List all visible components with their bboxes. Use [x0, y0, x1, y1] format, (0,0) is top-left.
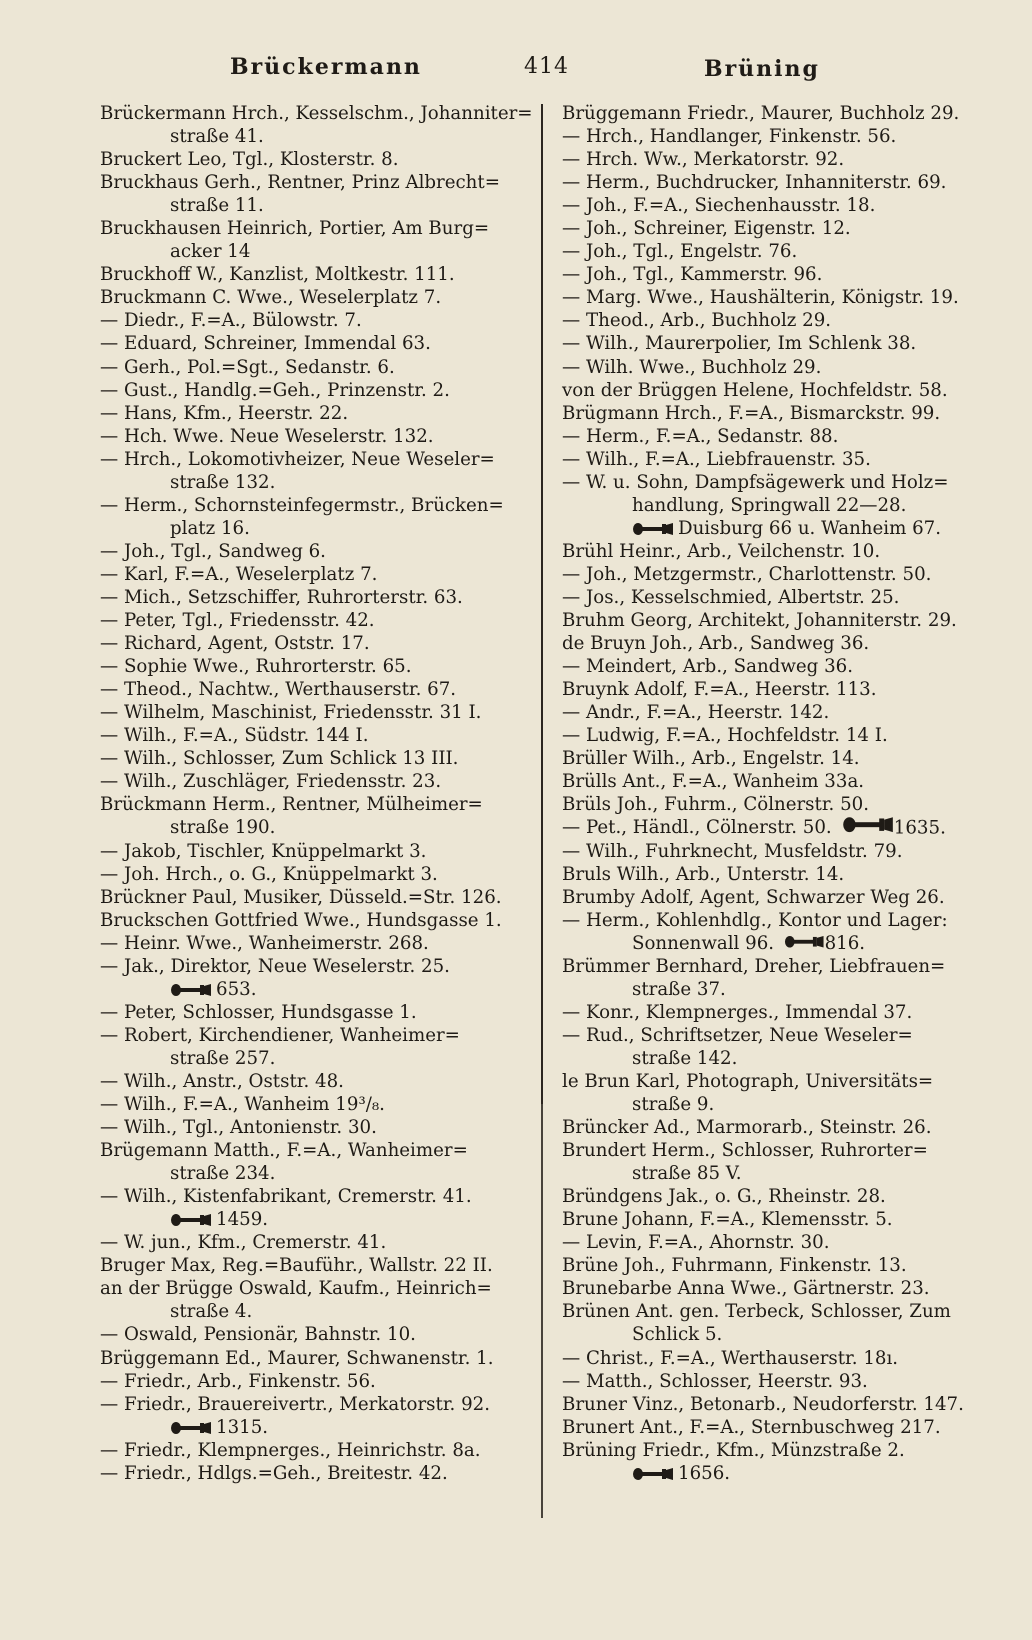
directory-entry — [562, 586, 988, 609]
entry-text: — W. u. Sohn, Dampfsägewerk und Holz= — [562, 471, 949, 493]
telephone-icon — [170, 1421, 212, 1435]
directory-entry — [562, 1347, 988, 1370]
directory-entry — [562, 540, 988, 563]
directory-entry — [562, 770, 988, 793]
directory-entry — [562, 356, 988, 379]
entry-continuation — [562, 1323, 988, 1346]
entry-continuation — [100, 1162, 530, 1185]
entry-text: Brückmann Herm., Rentner, Mülheimer= — [100, 794, 483, 816]
directory-entry — [562, 309, 988, 332]
directory-entry — [100, 1001, 530, 1024]
directory-entry — [100, 1254, 530, 1277]
entry-text: — Peter, Schlosser, Hundsgasse 1. — [100, 1001, 417, 1023]
entry-text: — Jos., Kesselschmied, Albertstr. 25. — [562, 586, 900, 608]
directory-entry — [100, 1439, 530, 1462]
directory-entry — [562, 1231, 988, 1254]
directory-entry — [100, 886, 530, 909]
entry-text: — Joh., Schreiner, Eigenstr. 12. — [562, 218, 851, 240]
directory-entry — [562, 379, 988, 402]
entry-text: Bruls Wilh., Arb., Unterstr. 14. — [562, 863, 845, 885]
entry-text: — Andr., F.=A., Heerstr. 142. — [562, 702, 830, 724]
directory-entry — [562, 1185, 988, 1208]
directory-entry — [100, 1347, 530, 1370]
entry-text: — Joh., F.=A., Siechenhausstr. 18. — [562, 195, 876, 217]
entry-text: Brune Johann, F.=A., Klemensstr. 5. — [562, 1209, 893, 1231]
directory-entry — [100, 102, 533, 125]
directory-entry — [562, 471, 988, 494]
entry-continuation — [562, 1093, 988, 1116]
directory-entry — [100, 286, 530, 309]
directory-entry — [100, 701, 530, 724]
entry-text: le Brun Karl, Photograph, Universitäts= — [562, 1070, 934, 1092]
directory-entry — [100, 309, 530, 332]
entry-continuation — [100, 816, 530, 839]
telephone-icon — [842, 816, 894, 833]
entry-text: Bruhm Georg, Architekt, Johanniterstr. 29. — [562, 610, 957, 632]
entry-text: — Friedr., Arb., Finkenstr. 56. — [100, 1370, 376, 1392]
entry-continuation — [100, 517, 530, 540]
entry-text: — Hrch., Handlanger, Finkenstr. 56. — [562, 126, 897, 148]
entry-text: — Sophie Wwe., Ruhrorterstr. 65. — [100, 656, 412, 678]
directory-entry — [562, 263, 988, 286]
directory-entry — [562, 1439, 988, 1462]
continuation-text: straße 37. — [632, 978, 726, 1000]
entry-text: — Konr., Klempnerges., Immendal 37. — [562, 1001, 913, 1023]
entry-text: — Friedr., Brauereivertr., Merkatorstr. 92. — [100, 1393, 490, 1415]
entry-text: — Wilh., F.=A., Wanheim 19³/₈. — [100, 1094, 385, 1116]
directory-entry — [100, 632, 530, 655]
directory-entry — [562, 1393, 988, 1416]
entry-text: — Hrch., Lokomotivheizer, Neue Weseler= — [100, 448, 495, 470]
entry-text: Brüggemann Friedr., Maurer, Buchholz 29. — [562, 103, 960, 124]
directory-entry — [562, 1254, 988, 1277]
directory-entry — [100, 932, 530, 955]
entry-text: Bruger Max, Reg.=Bauführ., Wallstr. 22 II. — [100, 1255, 493, 1277]
directory-entry — [562, 909, 988, 932]
entry-text: — Hans, Kfm., Heerstr. 22. — [100, 402, 349, 424]
continuation-text: straße 234. — [170, 1163, 276, 1185]
entry-text: — Marg. Wwe., Haushälterin, Königstr. 19. — [562, 287, 959, 309]
telephone-number — [100, 978, 530, 1001]
directory-entry — [562, 1001, 988, 1024]
directory-entry — [562, 217, 988, 240]
phone-text: 653. — [216, 978, 257, 1000]
entry-text: — Robert, Kirchendiener, Wanheimer= — [100, 1024, 460, 1046]
directory-entry — [562, 701, 988, 724]
entry-text: Brüne Joh., Fuhrmann, Finkenstr. 13. — [562, 1255, 907, 1277]
entry-text: Sonnenwall 96. — [632, 932, 775, 954]
directory-entry — [100, 563, 530, 586]
directory-entry — [562, 148, 988, 171]
entry-text: — Levin, F.=A., Ahornstr. 30. — [562, 1232, 830, 1254]
entry-text: Bruckhausen Heinrich, Portier, Am Burg= — [100, 218, 490, 240]
directory-entry — [100, 724, 530, 747]
entry-text: — Richard, Agent, Oststr. 17. — [100, 633, 370, 655]
entry-text: — Gerh., Pol.=Sgt., Sedanstr. 6. — [100, 356, 395, 378]
entry-text: — Wilh., F.=A., Liebfrauenstr. 35. — [562, 448, 871, 470]
directory-entry — [100, 1462, 530, 1485]
continuation-text: straße 4. — [170, 1301, 253, 1323]
telephone-number — [562, 1462, 988, 1485]
directory-entry — [100, 1024, 530, 1047]
directory-entry — [562, 563, 988, 586]
directory-entry — [562, 609, 988, 632]
directory-entry — [562, 955, 988, 978]
entry-text: — Wilh., Anstr., Oststr. 48. — [100, 1070, 344, 1092]
entry-text: — Hch. Wwe. Neue Weselerstr. 132. — [100, 425, 434, 447]
directory-entry — [100, 1116, 530, 1139]
entry-text: — Peter, Tgl., Friedensstr. 42. — [100, 610, 375, 632]
directory-entry — [100, 448, 530, 471]
left-column — [100, 102, 533, 1485]
entry-text: Bruckschen Gottfried Wwe., Hundsgasse 1. — [100, 909, 502, 931]
directory-entry — [562, 1370, 988, 1393]
entry-text: — Joh. Hrch., o. G., Knüppelmarkt 3. — [100, 863, 438, 885]
directory-entry — [562, 840, 988, 863]
directory-entry — [100, 1370, 530, 1393]
telephone-line — [632, 1462, 730, 1485]
entry-text: Brunert Ant., F.=A., Sternbuschweg 217. — [562, 1416, 941, 1438]
entry-text: — Theod., Arb., Buchholz 29. — [562, 310, 832, 332]
directory-entry — [100, 678, 530, 701]
entry-text: — Joh., Metzgermstr., Charlottenstr. 50. — [562, 563, 932, 585]
directory-entry — [100, 425, 530, 448]
entry-text: — Wilh., Fuhrknecht, Musfeldstr. 79. — [562, 840, 903, 862]
column-divider-lower — [541, 1098, 543, 1518]
entry-text: — Meindert, Arb., Sandweg 36. — [562, 656, 854, 678]
entry-text: — Herm., Kohlenhdlg., Kontor und Lager: — [562, 909, 948, 931]
directory-entry — [562, 332, 988, 355]
entry-text: von der Brüggen Helene, Hochfeldstr. 58. — [562, 379, 948, 401]
telephone-line — [170, 978, 257, 1001]
entry-text: Brückermann Hrch., Kesselschm., Johanniter= — [100, 103, 533, 124]
entry-text: — Oswald, Pensionär, Bahnstr. 10. — [100, 1324, 416, 1346]
directory-entry — [562, 1024, 988, 1047]
entry-text: Brumby Adolf, Agent, Schwarzer Weg 26. — [562, 886, 945, 908]
continuation-text: handlung, Springwall 22—28. — [632, 494, 907, 516]
directory-entry — [562, 747, 988, 770]
directory-entry — [562, 1139, 988, 1162]
entry-continuation — [100, 194, 530, 217]
entry-text: Bruckmann C. Wwe., Weselerplatz 7. — [100, 287, 442, 309]
directory-entry — [562, 286, 988, 309]
column-divider — [541, 104, 543, 1104]
entry-text: Bruynk Adolf, F.=A., Heerstr. 113. — [562, 679, 877, 701]
entry-text: an der Brügge Oswald, Kaufm., Heinrich= — [100, 1278, 492, 1300]
directory-entry — [100, 263, 530, 286]
entry-text: — Rud., Schriftsetzer, Neue Weseler= — [562, 1024, 913, 1046]
directory-entry — [562, 1208, 988, 1231]
phone-text: Duisburg 66 u. Wanheim 67. — [678, 517, 942, 539]
entry-text: — Friedr., Hdlgs.=Geh., Breitestr. 42. — [100, 1462, 448, 1484]
entry-text: Brügmann Hrch., F.=A., Bismarckstr. 99. — [562, 402, 941, 424]
entry-continuation — [100, 1300, 530, 1323]
entry-text: Brümmer Bernhard, Dreher, Liebfrauen= — [562, 955, 946, 977]
directory-entry — [100, 909, 530, 932]
entry-text: — Jak., Direktor, Neue Weselerstr. 25. — [100, 955, 450, 977]
entry-text: — Herm., F.=A., Sedanstr. 88. — [562, 425, 839, 447]
phone-text: 816. — [824, 932, 866, 954]
entry-with-phone — [562, 816, 988, 839]
entry-text: — Herm., Buchdrucker, Inhanniterstr. 69. — [562, 172, 947, 194]
entry-text: — Wilh., Zuschläger, Friedensstr. 23. — [100, 771, 442, 793]
continuation-text: straße 257. — [170, 1047, 276, 1069]
telephone-line — [170, 1416, 268, 1439]
entry-continuation — [562, 494, 988, 517]
directory-entry — [100, 1070, 530, 1093]
entry-text: Brundert Herm., Schlosser, Ruhrorter= — [562, 1140, 928, 1162]
directory-entry — [562, 171, 988, 194]
directory-entry — [562, 678, 988, 701]
continuation-text: straße 85 V. — [632, 1163, 742, 1185]
directory-entry — [562, 886, 988, 909]
entry-text: Brüggemann Ed., Maurer, Schwanenstr. 1. — [100, 1347, 494, 1369]
header-left-keyword: Brückermann — [230, 54, 422, 80]
directory-entry — [562, 863, 988, 886]
entry-text: Brückner Paul, Musiker, Düsseld.=Str. 126. — [100, 886, 502, 908]
directory-entry — [100, 217, 530, 240]
directory-entry — [100, 863, 530, 886]
directory-entry — [562, 1300, 988, 1323]
directory-entry — [562, 102, 988, 125]
phone-text: 1459. — [216, 1209, 269, 1231]
entry-text: — Wilh., F.=A., Südstr. 144 I. — [100, 725, 369, 747]
entry-continuation — [100, 471, 530, 494]
entry-text: — Wilh., Tgl., Antonienstr. 30. — [100, 1117, 377, 1139]
entry-text: Bruner Vinz., Betonarb., Neudorferstr. 147. — [562, 1393, 964, 1415]
directory-entry — [100, 402, 530, 425]
directory-entry — [100, 955, 530, 978]
directory-entry — [562, 632, 988, 655]
telephone-icon — [784, 935, 825, 949]
directory-entry — [562, 425, 988, 448]
entry-text: — Pet., Händl., Cölnerstr. 50. — [562, 817, 832, 839]
phone-text: 1315. — [216, 1416, 269, 1438]
entry-text: Brügemann Matth., F.=A., Wanheimer= — [100, 1140, 468, 1162]
entry-text: — Joh., Tgl., Sandweg 6. — [100, 540, 326, 562]
entry-text: — Wilh., Maurerpolier, Im Schlenk 38. — [562, 333, 917, 355]
entry-text: Brüls Joh., Fuhrm., Cölnerstr. 50. — [562, 794, 870, 816]
entry-text: de Bruyn Joh., Arb., Sandweg 36. — [562, 633, 870, 655]
telephone-number — [100, 1208, 530, 1231]
continuation-text: straße 132. — [170, 471, 276, 493]
entry-text: — Mich., Setzschiffer, Ruhrorterstr. 63. — [100, 586, 463, 608]
directory-entry — [100, 840, 530, 863]
telephone-line — [784, 932, 866, 955]
page-header — [98, 50, 986, 86]
directory-entry — [562, 240, 988, 263]
entry-text: — Herm., Schornsteinfegermstr., Brücken= — [100, 494, 504, 516]
continuation-text: Schlick 5. — [632, 1324, 723, 1346]
entry-continuation — [562, 1162, 988, 1185]
directory-entry — [100, 171, 530, 194]
entry-text: — W. jun., Kfm., Cremerstr. 41. — [100, 1232, 387, 1254]
entry-continuation — [100, 240, 530, 263]
directory-entry — [100, 356, 530, 379]
directory-entry — [562, 655, 988, 678]
telephone-icon — [170, 1213, 212, 1227]
entry-text: — Christ., F.=A., Werthauserstr. 18ı. — [562, 1347, 899, 1369]
continuation-text: straße 190. — [170, 817, 276, 839]
telephone-line — [632, 517, 941, 540]
directory-entry — [100, 793, 530, 816]
entry-with-phone — [562, 932, 988, 955]
entry-text: Brunebarbe Anna Wwe., Gärtnerstr. 23. — [562, 1278, 930, 1300]
entry-text: Brüller Wilh., Arb., Engelstr. 14. — [562, 748, 860, 770]
directory-entry — [100, 747, 530, 770]
directory-entry — [100, 655, 530, 678]
directory-entry — [100, 494, 530, 517]
entry-text: — Joh., Tgl., Kammerstr. 96. — [562, 264, 823, 286]
directory-entry — [100, 148, 530, 171]
directory-entry — [100, 1323, 530, 1346]
entry-text: — Gust., Handlg.=Geh., Prinzenstr. 2. — [100, 379, 450, 401]
telephone-line — [170, 1208, 268, 1231]
telephone-number — [562, 517, 988, 540]
directory-entry — [100, 1231, 530, 1254]
directory-entry — [562, 402, 988, 425]
directory-entry — [562, 1116, 988, 1139]
directory-entry — [100, 540, 530, 563]
directory-entry — [100, 1393, 530, 1416]
directory-entry — [100, 1277, 530, 1300]
entry-continuation — [562, 978, 988, 1001]
directory-entry — [562, 1070, 988, 1093]
continuation-text: acker 14 — [170, 241, 251, 263]
directory-entry — [562, 793, 988, 816]
entry-text: — Wilh., Schlosser, Zum Schlick 13 III. — [100, 748, 459, 770]
phone-text: 1656. — [678, 1462, 731, 1484]
entry-text: Brüning Friedr., Kfm., Münzstraße 2. — [562, 1439, 905, 1461]
entry-text: — Heinr. Wwe., Wanheimerstr. 268. — [100, 932, 429, 954]
directory-entry — [562, 194, 988, 217]
entry-continuation — [100, 125, 530, 148]
continuation-text: straße 9. — [632, 1094, 715, 1116]
directory-entry — [100, 1139, 530, 1162]
telephone-icon — [170, 983, 212, 997]
entry-text: — Theod., Nachtw., Werthauserstr. 67. — [100, 679, 457, 701]
entry-text: Bruckhoff W., Kanzlist, Moltkestr. 111. — [100, 264, 455, 286]
entry-text: — Matth., Schlosser, Heerstr. 93. — [562, 1370, 868, 1392]
entry-text: Brülls Ant., F.=A., Wanheim 33a. — [562, 771, 865, 793]
entry-text: — Wilh. Wwe., Buchholz 29. — [562, 356, 822, 378]
right-column — [562, 102, 988, 1485]
directory-entry — [562, 1277, 988, 1300]
entry-text: — Ludwig, F.=A., Hochfeldstr. 14 I. — [562, 725, 888, 747]
directory-entry — [100, 609, 530, 632]
entry-continuation — [562, 1047, 988, 1070]
telephone-icon — [632, 522, 674, 536]
telephone-line — [842, 816, 946, 839]
entry-text: Brühl Heinr., Arb., Veilchenstr. 10. — [562, 540, 881, 562]
telephone-number — [100, 1416, 530, 1439]
entry-text: — Eduard, Schreiner, Immendal 63. — [100, 333, 431, 355]
directory-entry — [562, 724, 988, 747]
entry-continuation — [100, 1047, 530, 1070]
directory-entry — [100, 332, 530, 355]
page-number: 414 — [524, 54, 569, 79]
directory-entry — [100, 1185, 530, 1208]
entry-text: — Karl, F.=A., Weselerplatz 7. — [100, 563, 378, 585]
directory-entry — [562, 1416, 988, 1439]
telephone-icon — [632, 1467, 674, 1481]
entry-text: Brünen Ant. gen. Terbeck, Schlosser, Zum — [562, 1301, 951, 1323]
entry-text: — Hrch. Ww., Merkatorstr. 92. — [562, 149, 845, 171]
entry-text: — Jakob, Tischler, Knüppelmarkt 3. — [100, 840, 427, 862]
directory-entry — [100, 379, 530, 402]
header-right-keyword: Brüning — [704, 56, 820, 82]
entry-text: Bruckert Leo, Tgl., Klosterstr. 8. — [100, 149, 399, 171]
directory-entry — [100, 586, 530, 609]
entry-text: — Wilh., Kistenfabrikant, Cremerstr. 41. — [100, 1186, 472, 1208]
entry-text: Brüncker Ad., Marmorarb., Steinstr. 26. — [562, 1117, 932, 1139]
directory-entry — [562, 448, 988, 471]
directory-entry — [562, 125, 988, 148]
entry-text: — Friedr., Klempnerges., Heinrichstr. 8a. — [100, 1439, 481, 1461]
entry-text: Bründgens Jak., o. G., Rheinstr. 28. — [562, 1186, 886, 1208]
entry-text: — Wilhelm, Maschinist, Friedensstr. 31 I. — [100, 702, 482, 724]
entry-text: Bruckhaus Gerh., Rentner, Prinz Albrecht= — [100, 172, 500, 194]
continuation-text: straße 11. — [170, 195, 264, 217]
continuation-text: straße 41. — [170, 126, 264, 148]
directory-entry — [100, 1093, 530, 1116]
continuation-text: platz 16. — [170, 517, 250, 539]
directory-entry — [100, 770, 530, 793]
entry-text: — Joh., Tgl., Engelstr. 76. — [562, 241, 798, 263]
entry-text: — Diedr., F.=A., Bülowstr. 7. — [100, 310, 362, 332]
continuation-text: straße 142. — [632, 1047, 738, 1069]
phone-text: 1635. — [893, 817, 946, 839]
